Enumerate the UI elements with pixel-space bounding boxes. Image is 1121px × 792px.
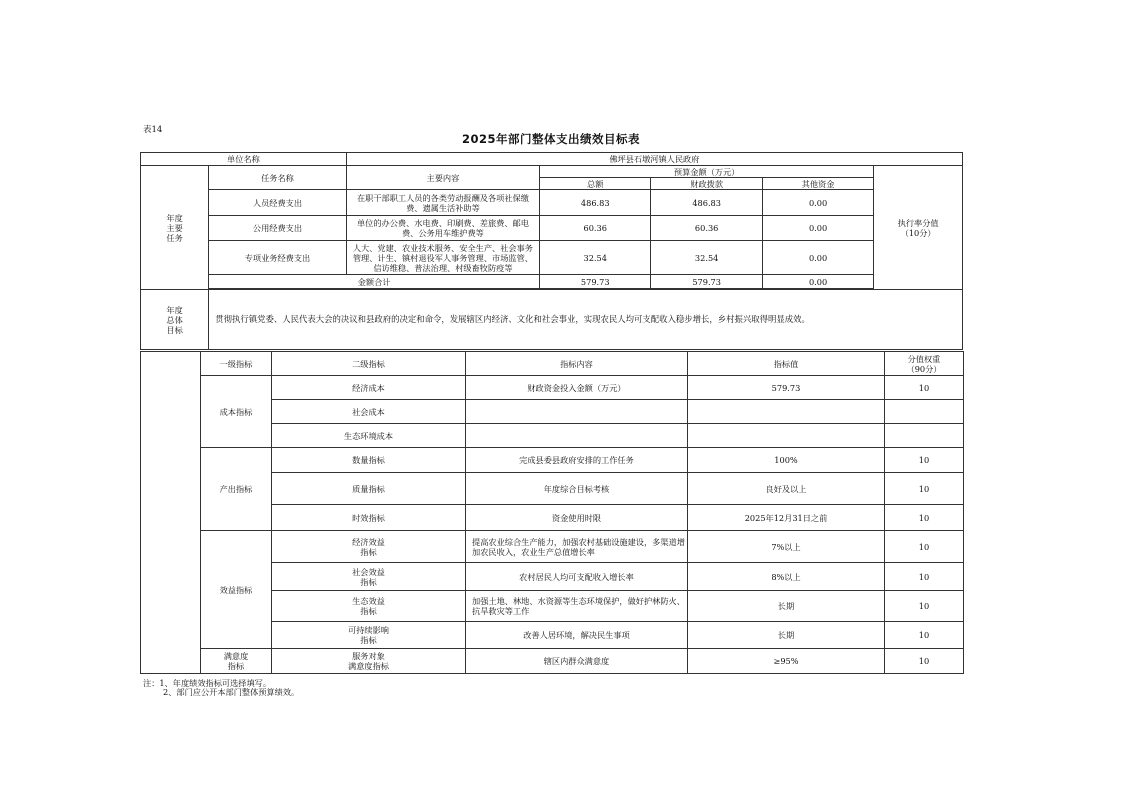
weight-cell: 10: [885, 531, 964, 563]
content-cell: 加强土地、林地、水资源等生态环境保护，做好护林防火、抗旱救灾等工作: [466, 591, 688, 622]
level2-cell: 生态效益 指标: [272, 591, 466, 622]
indicator-row: [141, 376, 964, 400]
total-header: 总额: [540, 178, 651, 190]
level1-cell: 成本指标: [201, 376, 272, 448]
notes: [143, 679, 299, 697]
level2-cell: 时效指标: [272, 505, 466, 531]
content-cell: 财政资金投入金额（万元）: [466, 376, 688, 400]
value-cell: 长期: [688, 622, 885, 649]
level2-cell: 经济成本: [272, 376, 466, 400]
weight-cell: [885, 400, 964, 424]
annual-goal-label: 年度 总体 目标: [141, 290, 209, 350]
task-total: 32.54: [540, 241, 651, 275]
exec-score-cell: 执行率分值 （10分）: [874, 166, 963, 290]
indicator-row: [141, 531, 964, 563]
value-cell: [688, 424, 885, 448]
value-cell: ≥95%: [688, 649, 885, 674]
unit-label: 单位名称: [141, 153, 347, 166]
annual-goal-text: 贯彻执行镇党委、人民代表大会的决议和县政府的决定和命令，发展辖区内经济、文化和社会事业，实现农民人均可支配收入稳步增长，乡村振兴取得明显成效。: [209, 290, 963, 350]
fiscal-header: 财政拨款: [651, 178, 762, 190]
indicator-table: [140, 351, 964, 674]
content-cell: 改善人居环境，解决民生事项: [466, 622, 688, 649]
content-cell: 年度综合目标考核: [466, 473, 688, 505]
weight-cell: [885, 424, 964, 448]
weight-cell: 10: [885, 649, 964, 674]
task-fiscal: 32.54: [651, 241, 762, 275]
note-1: 注：1、年度绩效指标可选择填写。: [143, 678, 272, 688]
level2-cell: 经济效益 指标: [272, 531, 466, 563]
sum-other: 0.00: [762, 275, 873, 289]
budget-header: 预算金额（万元）: [540, 166, 874, 178]
task-other: 0.00: [762, 190, 873, 216]
level1-cell: 效益指标: [201, 531, 272, 649]
main-content-header: 主要内容: [346, 166, 539, 190]
other-header: 其他资金: [762, 178, 873, 190]
sum-total: 579.73: [540, 275, 651, 289]
unit-value: 佛坪县石墩河镇人民政府: [346, 153, 962, 166]
annual-tasks-label: 年度 主要 任务: [141, 166, 209, 290]
value-cell: 7%以上: [688, 531, 885, 563]
page-title: 2025年部门整体支出绩效目标表: [461, 132, 640, 146]
value-cell: 2025年12月31日之前: [688, 505, 885, 531]
level2-cell: 社会成本: [272, 400, 466, 424]
level1-cell: 产出指标: [201, 448, 272, 531]
weight-cell: 10: [885, 473, 964, 505]
budget-table: [140, 152, 963, 350]
table-number: 表14: [143, 125, 163, 135]
task-fiscal: 486.83: [651, 190, 762, 216]
weight-cell: 10: [885, 591, 964, 622]
content-header: 指标内容: [466, 352, 688, 376]
task-name-header: 任务名称: [209, 166, 347, 190]
level1-header: 一级指标: [201, 352, 272, 376]
level2-cell: 数量指标: [272, 448, 466, 473]
level2-cell: 服务对象 满意度指标: [272, 649, 466, 674]
content-cell: 完成县委县政府安排的工作任务: [466, 448, 688, 473]
value-cell: 长期: [688, 591, 885, 622]
level2-cell: 可持续影响 指标: [272, 622, 466, 649]
content-cell: 农村居民人均可支配收入增长率: [466, 563, 688, 591]
weight-cell: 10: [885, 376, 964, 400]
value-cell: 8%以上: [688, 563, 885, 591]
task-name: 人员经费支出: [209, 190, 347, 216]
task-total: 486.83: [540, 190, 651, 216]
task-other: 0.00: [762, 216, 873, 241]
content-cell: [466, 424, 688, 448]
content-cell: 辖区内群众满意度: [466, 649, 688, 674]
weight-cell: 10: [885, 622, 964, 649]
indicator-blank-cell: [141, 352, 201, 674]
level2-cell: 生态环境成本: [272, 424, 466, 448]
task-fiscal: 60.36: [651, 216, 762, 241]
indicator-row: [141, 649, 964, 674]
task-other: 0.00: [762, 241, 873, 275]
level2-header: 二级指标: [272, 352, 466, 376]
weight-cell: 10: [885, 505, 964, 531]
weight-cell: 10: [885, 448, 964, 473]
level2-cell: 社会效益 指标: [272, 563, 466, 591]
task-content: 在职干部职工人员的各类劳动报酬及各项社保缴费、遗属生活补助等: [346, 190, 539, 216]
task-name: 公用经费支出: [209, 216, 347, 241]
content-cell: 提高农业综合生产能力，加强农村基础设施建设，多渠道增加农民收入，农业生产总值增长率: [466, 531, 688, 563]
content-cell: 资金使用时限: [466, 505, 688, 531]
sum-fiscal: 579.73: [651, 275, 762, 289]
note-2: 2、部门应公开本部门整体预算绩效。: [163, 687, 300, 697]
indicator-row: [141, 448, 964, 473]
sum-label: 金额合计: [209, 275, 540, 289]
content-cell: [466, 400, 688, 424]
task-name: 专项业务经费支出: [209, 241, 347, 275]
value-cell: [688, 400, 885, 424]
task-total: 60.36: [540, 216, 651, 241]
value-cell: 100%: [688, 448, 885, 473]
level2-cell: 质量指标: [272, 473, 466, 505]
weight-cell: 10: [885, 563, 964, 591]
value-cell: 579.73: [688, 376, 885, 400]
weight-header: 分值权重 （90分）: [885, 352, 964, 376]
level1-cell: 满意度 指标: [201, 649, 272, 674]
value-header: 指标值: [688, 352, 885, 376]
value-cell: 良好及以上: [688, 473, 885, 505]
task-content: 人大、党建、农业技术服务、安全生产、社会事务管理、计生、镇村退役军人事务管理、市场监管、信访维稳、普法治理、村级畜牧防疫等: [346, 241, 539, 275]
task-content: 单位的办公费、水电费、印刷费、差旅费、邮电费、公务用车维护费等: [346, 216, 539, 241]
